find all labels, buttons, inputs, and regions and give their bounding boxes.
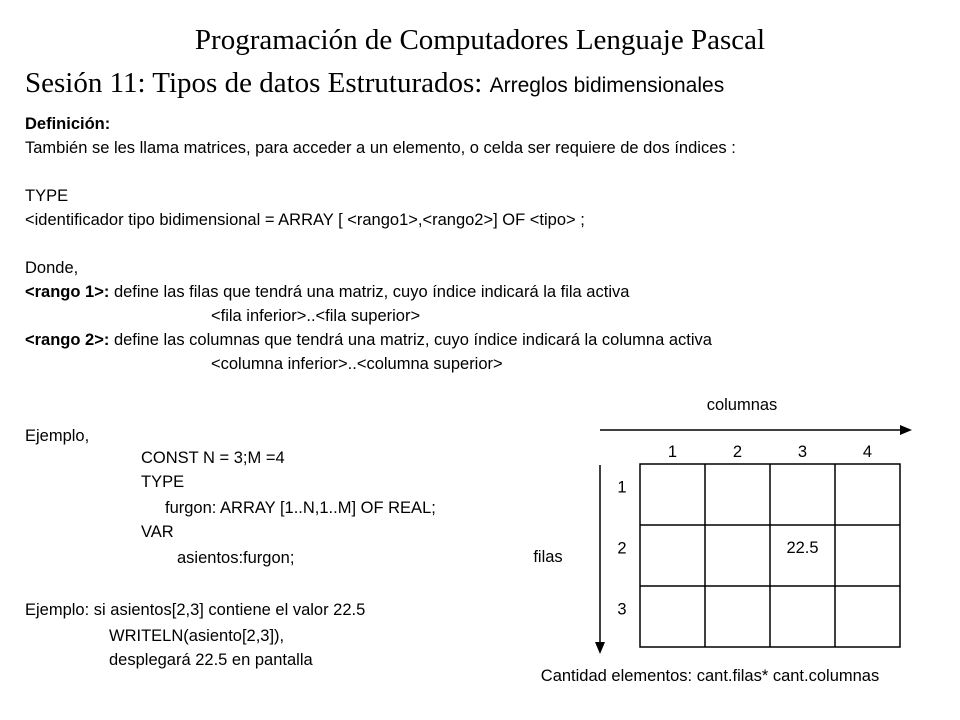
type-keyword: TYPE <box>25 187 69 205</box>
matrix-grid <box>640 464 900 647</box>
rango1-desc: define las filas que tendrá una matriz, cuyo índice indicará la fila activa <box>109 283 630 301</box>
rows-arrow <box>595 465 605 654</box>
example-note: WRITELN(asiento[2,3]), <box>109 627 285 645</box>
rango2-range: <columna inferior>..<columna superior> <box>211 355 503 373</box>
code-line: CONST N = 3;M =4 <box>141 449 285 467</box>
cell-value: 22.5 <box>786 539 819 557</box>
rango1-range: <fila inferior>..<fila superior> <box>211 307 421 325</box>
code-line: TYPE <box>141 473 185 491</box>
subtitle-serif: Sesión 11: Tipos de datos Estruturados: <box>25 67 483 99</box>
donde-label: Donde, <box>25 259 79 277</box>
code-line: VAR <box>141 523 174 541</box>
definition-paragraph: También se les llama matrices, para acceder a un elemento, o celda ser requiere de dos índices : <box>25 139 736 157</box>
row-index: 3 <box>617 600 627 619</box>
code-line: furgon: ARRAY [1..N,1..M] OF REAL; <box>165 499 436 517</box>
column-index: 4 <box>862 443 873 461</box>
row-index: 2 <box>617 539 627 558</box>
definition-heading: Definición: <box>25 115 111 133</box>
syntax-line: <identificador tipo bidimensional = ARRAY [ <rango1>,<rango2>] OF <tipo> ; <box>25 211 585 229</box>
page-title: Programación de Computadores Lenguaje Pascal <box>194 24 766 56</box>
example-note: Ejemplo: si asientos[2,3] contiene el valor 22.5 <box>25 601 366 619</box>
rango2-desc: define las columnas que tendrá una matriz, cuyo índice indicará la columna activa <box>109 331 712 349</box>
columns-arrow <box>600 425 912 435</box>
rows-label: filas <box>533 548 563 566</box>
example-note: desplegará 22.5 en pantalla <box>109 651 313 669</box>
column-indices <box>668 443 872 461</box>
elements-count-note: Cantidad elementos: cant.filas* cant.columnas <box>540 667 880 685</box>
rango2-label: <rango 2>: <box>25 331 110 349</box>
columns-label: columnas <box>706 396 778 414</box>
example-heading: Ejemplo, <box>25 427 90 445</box>
column-index: 3 <box>797 443 808 461</box>
rango1-label: <rango 1>: <box>25 283 110 301</box>
row-indices <box>617 479 626 619</box>
subtitle-sans: Arreglos bidimensionales <box>489 74 725 97</box>
row-index: 1 <box>617 478 627 497</box>
column-index: 1 <box>667 443 678 461</box>
column-index: 2 <box>732 443 743 461</box>
code-line: asientos:furgon; <box>177 549 295 567</box>
